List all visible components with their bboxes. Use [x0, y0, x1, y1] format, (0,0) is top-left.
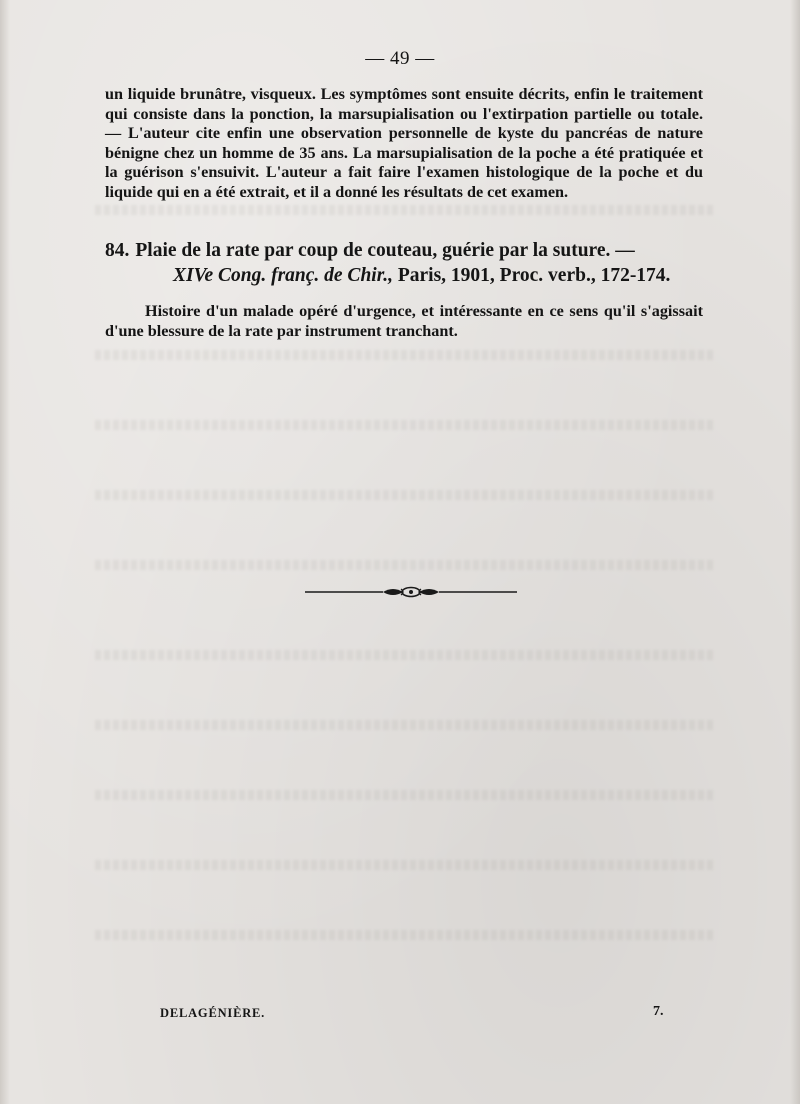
bleed-through-texture: [95, 860, 715, 870]
bleed-through-texture: [95, 720, 715, 730]
page-edge-shadow-right: [790, 0, 800, 1104]
intro-text: un liquide brunâtre, visqueux. Les symptômes sont ensuite décrits, enfin le traitement qui consiste dans la ponction, la marsupialisation ou l'extirpation partielle ou totale. — L'auteur cite enfin une observation personnelle de kyste du pancréas de nature bénigne chez un homme de 35 ans. La marsupialisation de la poche a été pratiquée et la guérison s'ensuivit. L'auteur a fait faire l'examen histologique de la poche et du liquide qui en a été extrait, et il a donné les résultats de cet examen.: [105, 85, 703, 201]
page-number: — 49 —: [365, 48, 435, 69]
bleed-through-texture: [95, 350, 715, 360]
bleed-through-texture: [95, 930, 715, 940]
footer-signature-mark: 7.: [653, 1004, 664, 1019]
bleed-through-texture: [95, 650, 715, 660]
entry-summary: [105, 301, 703, 341]
entry-citation-line: [105, 263, 703, 288]
footer-author: DELAGÉNIÈRE.: [160, 1006, 266, 1020]
entry-number: 84.: [105, 240, 130, 261]
entry-title: Plaie de la rate par coup de couteau, guérie par la suture. —: [135, 240, 635, 261]
entry-title-line: [105, 238, 703, 263]
page-edge-shadow-left: [0, 0, 10, 1104]
entry-heading: [105, 238, 703, 288]
ornament-divider: [305, 585, 517, 599]
bleed-through-texture: [95, 420, 715, 430]
bleed-through-texture: [95, 490, 715, 500]
bleed-through-texture: [95, 205, 715, 215]
intro-paragraph: [105, 85, 703, 203]
bleed-through-texture: [95, 560, 715, 570]
entry-citation-details: Paris, 1901, Proc. verb., 172-174.: [392, 265, 671, 286]
bleed-through-texture: [95, 790, 715, 800]
entry-summary-text: Histoire d'un malade opéré d'urgence, et intéressante en ce sens qu'il s'agissait d'une blessure de la rate par instrument tranchant.: [105, 302, 703, 340]
entry-citation-congress: XIVe Cong. franç. de Chir.,: [173, 265, 393, 286]
